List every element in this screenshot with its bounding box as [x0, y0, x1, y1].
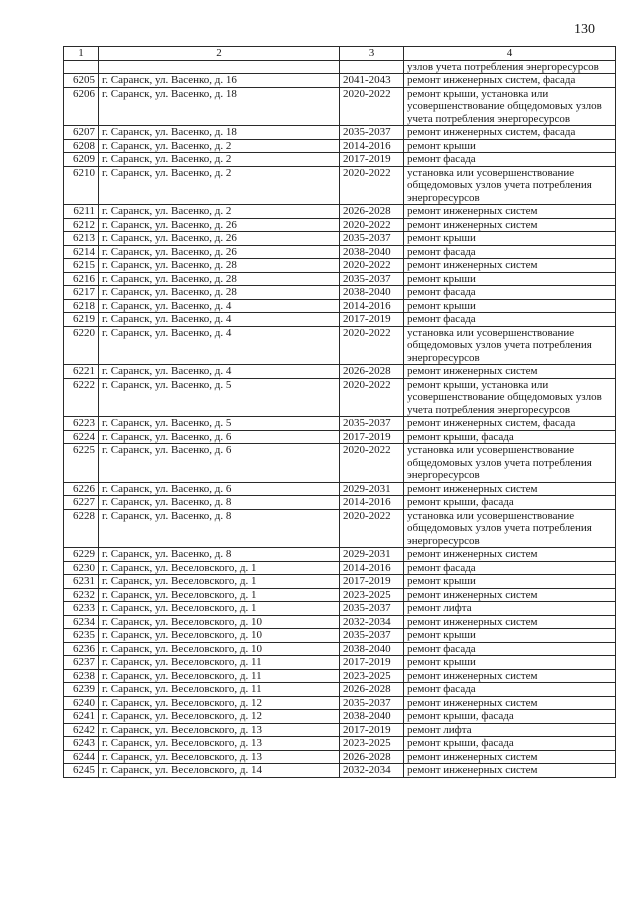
work-type-cell: узлов учета потребления энергоресурсов [404, 60, 616, 74]
period-cell: 2038-2040 [340, 286, 404, 300]
row-number-cell: 6236 [64, 642, 99, 656]
table-row [64, 629, 616, 643]
table-row [64, 205, 616, 219]
row-number-cell: 6225 [64, 444, 99, 483]
period-cell: 2017-2019 [340, 153, 404, 167]
work-type-cell: ремонт фасада [404, 683, 616, 697]
period-cell: 2023-2025 [340, 669, 404, 683]
work-type-cell: ремонт инженерных систем [404, 259, 616, 273]
period-cell: 2017-2019 [340, 723, 404, 737]
address-cell: г. Саранск, ул. Васенко, д. 2 [99, 166, 340, 205]
address-cell: г. Саранск, ул. Веселовского, д. 1 [99, 561, 340, 575]
row-number-cell: 6230 [64, 561, 99, 575]
table-row [64, 74, 616, 88]
work-type-cell: ремонт фасада [404, 561, 616, 575]
row-number-cell: 6242 [64, 723, 99, 737]
work-type-cell: ремонт крыши [404, 629, 616, 643]
row-number-cell: 6231 [64, 575, 99, 589]
work-type-cell: ремонт фасада [404, 286, 616, 300]
address-cell: г. Саранск, ул. Васенко, д. 4 [99, 299, 340, 313]
table-header-row [64, 47, 616, 61]
table-row [64, 417, 616, 431]
row-number-cell: 6218 [64, 299, 99, 313]
table-row [64, 313, 616, 327]
table-row [64, 683, 616, 697]
table-row [64, 259, 616, 273]
work-type-cell: ремонт крыши, фасада [404, 430, 616, 444]
row-number-cell: 6211 [64, 205, 99, 219]
table-row [64, 764, 616, 778]
work-type-cell: ремонт крыши, установка или усовершенствование общедомовых узлов учета потребления энергоресурсов [404, 87, 616, 126]
address-cell: г. Саранск, ул. Васенко, д. 5 [99, 378, 340, 417]
table-row [64, 588, 616, 602]
period-cell: 2020-2022 [340, 326, 404, 365]
period-cell: 2032-2034 [340, 764, 404, 778]
row-number-cell: 6241 [64, 710, 99, 724]
address-cell: г. Саранск, ул. Васенко, д. 4 [99, 313, 340, 327]
row-number-cell: 6213 [64, 232, 99, 246]
table-row [64, 602, 616, 616]
row-number-cell: 6207 [64, 126, 99, 140]
address-cell: г. Саранск, ул. Веселовского, д. 13 [99, 723, 340, 737]
work-type-cell: ремонт крыши [404, 139, 616, 153]
table-row [64, 737, 616, 751]
work-type-cell: ремонт крыши, установка или усовершенствование общедомовых узлов учета потребления энергоресурсов [404, 378, 616, 417]
period-cell: 2041-2043 [340, 74, 404, 88]
row-number-cell: 6221 [64, 365, 99, 379]
work-type-cell: ремонт инженерных систем [404, 365, 616, 379]
table-row [64, 444, 616, 483]
row-number-cell: 6240 [64, 696, 99, 710]
work-type-cell: ремонт крыши [404, 299, 616, 313]
table-row [64, 723, 616, 737]
period-cell: 2035-2037 [340, 272, 404, 286]
period-cell: 2020-2022 [340, 378, 404, 417]
work-type-cell: ремонт инженерных систем, фасада [404, 74, 616, 88]
row-number-cell: 6227 [64, 496, 99, 510]
address-cell: г. Саранск, ул. Васенко, д. 26 [99, 218, 340, 232]
period-cell [340, 60, 404, 74]
address-cell: г. Саранск, ул. Васенко, д. 26 [99, 245, 340, 259]
period-cell: 2020-2022 [340, 166, 404, 205]
row-number-cell: 6233 [64, 602, 99, 616]
table-row [64, 548, 616, 562]
row-number-cell: 6226 [64, 482, 99, 496]
address-cell: г. Саранск, ул. Васенко, д. 5 [99, 417, 340, 431]
work-type-cell: ремонт лифта [404, 723, 616, 737]
row-number-cell: 6220 [64, 326, 99, 365]
period-cell: 2014-2016 [340, 139, 404, 153]
row-number-cell: 6244 [64, 750, 99, 764]
period-cell: 2029-2031 [340, 548, 404, 562]
table-row [64, 245, 616, 259]
period-cell: 2038-2040 [340, 245, 404, 259]
period-cell: 2029-2031 [340, 482, 404, 496]
address-cell: г. Саранск, ул. Веселовского, д. 13 [99, 737, 340, 751]
period-cell: 2023-2025 [340, 588, 404, 602]
period-cell: 2020-2022 [340, 444, 404, 483]
row-number-cell: 6229 [64, 548, 99, 562]
work-type-cell: ремонт крыши, фасада [404, 710, 616, 724]
address-cell: г. Саранск, ул. Васенко, д. 4 [99, 365, 340, 379]
table-row [64, 750, 616, 764]
period-cell: 2020-2022 [340, 218, 404, 232]
row-number-cell: 6239 [64, 683, 99, 697]
row-number-cell: 6238 [64, 669, 99, 683]
address-cell: г. Саранск, ул. Веселовского, д. 11 [99, 683, 340, 697]
work-type-cell: ремонт крыши [404, 232, 616, 246]
address-cell: г. Саранск, ул. Веселовского, д. 1 [99, 575, 340, 589]
period-cell: 2032-2034 [340, 615, 404, 629]
work-type-cell: ремонт фасада [404, 245, 616, 259]
table-row [64, 615, 616, 629]
period-cell: 2023-2025 [340, 737, 404, 751]
column-header-4: 4 [404, 47, 616, 61]
period-cell: 2035-2037 [340, 417, 404, 431]
work-type-cell: ремонт инженерных систем [404, 205, 616, 219]
table-row [64, 60, 616, 74]
address-cell: г. Саранск, ул. Веселовского, д. 11 [99, 656, 340, 670]
column-header-1: 1 [64, 47, 99, 61]
address-cell: г. Саранск, ул. Васенко, д. 4 [99, 326, 340, 365]
address-cell: г. Саранск, ул. Васенко, д. 2 [99, 205, 340, 219]
period-cell: 2017-2019 [340, 575, 404, 589]
address-cell: г. Саранск, ул. Веселовского, д. 12 [99, 696, 340, 710]
table-row [64, 378, 616, 417]
work-type-cell: установка или усовершенствование общедомовых узлов учета потребления энергоресурсов [404, 166, 616, 205]
period-cell: 2026-2028 [340, 365, 404, 379]
period-cell: 2020-2022 [340, 87, 404, 126]
work-type-cell: ремонт фасада [404, 313, 616, 327]
work-type-cell: ремонт лифта [404, 602, 616, 616]
address-cell: г. Саранск, ул. Васенко, д. 8 [99, 496, 340, 510]
table-row [64, 509, 616, 548]
period-cell: 2035-2037 [340, 602, 404, 616]
work-type-cell: ремонт фасада [404, 153, 616, 167]
row-number-cell: 6205 [64, 74, 99, 88]
address-cell: г. Саранск, ул. Васенко, д. 6 [99, 430, 340, 444]
address-cell: г. Саранск, ул. Веселовского, д. 13 [99, 750, 340, 764]
work-type-cell: ремонт инженерных систем [404, 218, 616, 232]
row-number-cell: 6228 [64, 509, 99, 548]
address-cell: г. Саранск, ул. Васенко, д. 18 [99, 126, 340, 140]
period-cell: 2038-2040 [340, 710, 404, 724]
address-cell: г. Саранск, ул. Васенко, д. 26 [99, 232, 340, 246]
work-type-cell: ремонт инженерных систем [404, 750, 616, 764]
address-cell: г. Саранск, ул. Васенко, д. 28 [99, 286, 340, 300]
address-cell: г. Саранск, ул. Васенко, д. 6 [99, 482, 340, 496]
period-cell: 2014-2016 [340, 299, 404, 313]
work-type-cell: ремонт инженерных систем [404, 588, 616, 602]
work-type-cell: ремонт инженерных систем [404, 548, 616, 562]
row-number-cell: 6209 [64, 153, 99, 167]
address-cell: г. Саранск, ул. Веселовского, д. 10 [99, 642, 340, 656]
table-row [64, 710, 616, 724]
table-body [64, 60, 616, 777]
address-cell: г. Саранск, ул. Васенко, д. 8 [99, 509, 340, 548]
row-number-cell: 6210 [64, 166, 99, 205]
address-cell: г. Саранск, ул. Веселовского, д. 1 [99, 588, 340, 602]
period-cell: 2014-2016 [340, 561, 404, 575]
address-cell: г. Саранск, ул. Веселовского, д. 12 [99, 710, 340, 724]
work-type-cell: ремонт инженерных систем, фасада [404, 417, 616, 431]
address-cell: г. Саранск, ул. Веселовского, д. 14 [99, 764, 340, 778]
table-row [64, 232, 616, 246]
table-row [64, 326, 616, 365]
address-cell: г. Саранск, ул. Васенко, д. 18 [99, 87, 340, 126]
row-number-cell: 6245 [64, 764, 99, 778]
work-type-cell: ремонт крыши, фасада [404, 496, 616, 510]
period-cell: 2020-2022 [340, 259, 404, 273]
row-number-cell: 6224 [64, 430, 99, 444]
address-cell: г. Саранск, ул. Васенко, д. 8 [99, 548, 340, 562]
column-header-3: 3 [340, 47, 404, 61]
row-number-cell: 6232 [64, 588, 99, 602]
row-number-cell: 6234 [64, 615, 99, 629]
address-cell: г. Саранск, ул. Васенко, д. 2 [99, 153, 340, 167]
work-type-cell: ремонт инженерных систем [404, 669, 616, 683]
work-type-cell: ремонт инженерных систем [404, 615, 616, 629]
address-cell [99, 60, 340, 74]
row-number-cell: 6222 [64, 378, 99, 417]
page-number: 130 [574, 22, 595, 37]
table-row [64, 430, 616, 444]
table-row [64, 299, 616, 313]
period-cell: 2026-2028 [340, 205, 404, 219]
row-number-cell: 6219 [64, 313, 99, 327]
row-number-cell: 6206 [64, 87, 99, 126]
table-row [64, 482, 616, 496]
table-row [64, 87, 616, 126]
row-number-cell: 6216 [64, 272, 99, 286]
period-cell: 2035-2037 [340, 126, 404, 140]
period-cell: 2035-2037 [340, 696, 404, 710]
table-row [64, 166, 616, 205]
period-cell: 2038-2040 [340, 642, 404, 656]
table-row [64, 272, 616, 286]
work-type-cell: установка или усовершенствование общедомовых узлов учета потребления энергоресурсов [404, 509, 616, 548]
period-cell: 2020-2022 [340, 509, 404, 548]
work-type-cell: ремонт инженерных систем, фасада [404, 126, 616, 140]
table-row [64, 126, 616, 140]
period-cell: 2035-2037 [340, 232, 404, 246]
period-cell: 2017-2019 [340, 430, 404, 444]
column-header-2: 2 [99, 47, 340, 61]
address-cell: г. Саранск, ул. Веселовского, д. 1 [99, 602, 340, 616]
repair-schedule-table [63, 46, 616, 778]
address-cell: г. Саранск, ул. Васенко, д. 2 [99, 139, 340, 153]
period-cell: 2035-2037 [340, 629, 404, 643]
table-row [64, 561, 616, 575]
table-row [64, 365, 616, 379]
row-number-cell [64, 60, 99, 74]
table-row [64, 642, 616, 656]
table-row [64, 696, 616, 710]
work-type-cell: установка или усовершенствование общедомовых узлов учета потребления энергоресурсов [404, 326, 616, 365]
work-type-cell: ремонт крыши [404, 575, 616, 589]
address-cell: г. Саранск, ул. Васенко, д. 28 [99, 272, 340, 286]
row-number-cell: 6223 [64, 417, 99, 431]
period-cell: 2026-2028 [340, 683, 404, 697]
work-type-cell: ремонт крыши, фасада [404, 737, 616, 751]
address-cell: г. Саранск, ул. Веселовского, д. 10 [99, 629, 340, 643]
row-number-cell: 6237 [64, 656, 99, 670]
table-row [64, 218, 616, 232]
work-type-cell: ремонт крыши [404, 272, 616, 286]
table-row [64, 153, 616, 167]
period-cell: 2026-2028 [340, 750, 404, 764]
table-row [64, 286, 616, 300]
work-type-cell: ремонт фасада [404, 642, 616, 656]
address-cell: г. Саранск, ул. Васенко, д. 16 [99, 74, 340, 88]
row-number-cell: 6217 [64, 286, 99, 300]
address-cell: г. Саранск, ул. Веселовского, д. 11 [99, 669, 340, 683]
row-number-cell: 6214 [64, 245, 99, 259]
work-type-cell: ремонт крыши [404, 656, 616, 670]
row-number-cell: 6243 [64, 737, 99, 751]
table-row [64, 575, 616, 589]
row-number-cell: 6208 [64, 139, 99, 153]
address-cell: г. Саранск, ул. Веселовского, д. 10 [99, 615, 340, 629]
row-number-cell: 6235 [64, 629, 99, 643]
table-row [64, 496, 616, 510]
work-type-cell: ремонт инженерных систем [404, 482, 616, 496]
work-type-cell: ремонт инженерных систем [404, 764, 616, 778]
address-cell: г. Саранск, ул. Васенко, д. 28 [99, 259, 340, 273]
table-row [64, 669, 616, 683]
table-row [64, 656, 616, 670]
period-cell: 2017-2019 [340, 656, 404, 670]
address-cell: г. Саранск, ул. Васенко, д. 6 [99, 444, 340, 483]
period-cell: 2017-2019 [340, 313, 404, 327]
work-type-cell: установка или усовершенствование общедомовых узлов учета потребления энергоресурсов [404, 444, 616, 483]
row-number-cell: 6215 [64, 259, 99, 273]
work-type-cell: ремонт инженерных систем [404, 696, 616, 710]
table-row [64, 139, 616, 153]
period-cell: 2014-2016 [340, 496, 404, 510]
row-number-cell: 6212 [64, 218, 99, 232]
